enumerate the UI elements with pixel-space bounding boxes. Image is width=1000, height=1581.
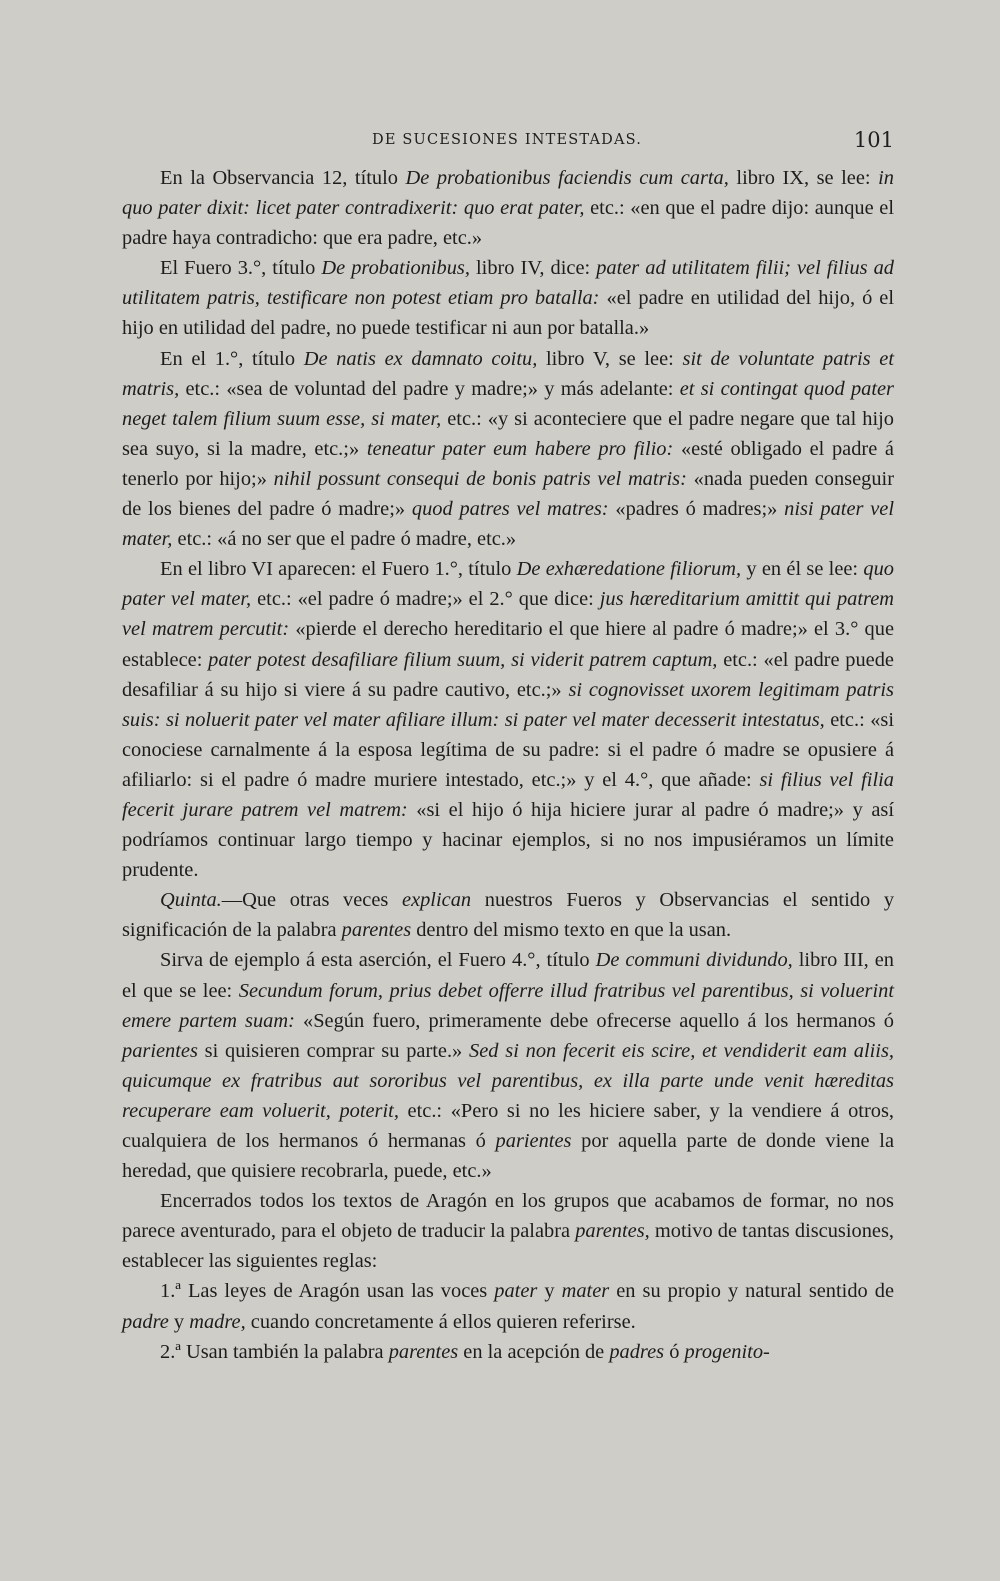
text-run: ó xyxy=(664,1340,685,1363)
italic-text: parentes, xyxy=(575,1220,650,1243)
paragraph xyxy=(122,885,894,945)
text-run: etc.: «el padre puede desafiliar á su hijo si viere á su padre cautivo, etc.;» xyxy=(122,648,894,701)
text-run: etc.: «Pero si no les hiciere saber, y la vendiere á otros, cualquiera de los hermanos ó hermanas ó xyxy=(122,1099,894,1152)
italic-text: padres xyxy=(609,1340,665,1363)
italic-text: De exhæredatione filiorum, xyxy=(516,558,742,581)
italic-text: De probationibus faciendis cum carta, xyxy=(405,167,729,189)
italic-text: quo pater vel mater, xyxy=(122,558,894,611)
text-run: En el 1.°, título xyxy=(160,347,304,370)
text-run: «pierde el derecho hereditario el que hiere al padre ó madre;» el 3.° que establece: xyxy=(122,618,894,671)
italic-text: Sed si non fecerit eis scire, et vendiderit eam aliis, quicumque ex fratribus aut sororibus vel parentibus, ex illa parte unde venit hæreditas recuperare eam voluerit, poterit, xyxy=(122,1039,894,1122)
text-run: motivo de tantas discusiones, establecer las siguientes reglas: xyxy=(122,1220,894,1273)
paragraph xyxy=(122,344,894,555)
page-number: 101 xyxy=(853,128,894,152)
italic-text: De communi dividundo, xyxy=(595,949,793,972)
italic-text: pater ad utilitatem filii; vel filius ad utilitatem patris, testificare non potest etiam pro batalla: xyxy=(122,257,894,310)
italic-text: jus hæreditarium amittit qui patrem vel matrem percutit: xyxy=(122,588,894,641)
text-run: por aquella parte de donde viene la heredad, que quisiere recobrarla, puede, etc.» xyxy=(122,1130,894,1183)
text-run: «nada pueden conseguir de los bienes del padre ó madre;» xyxy=(122,467,894,521)
text-run: «padres ó madres;» xyxy=(608,498,785,521)
text-run: etc.: «en que el padre dijo: aunque el padre haya contradicho: que era padre, etc.» xyxy=(122,197,894,250)
text-run: en la acepción de xyxy=(458,1340,610,1363)
italic-text: mater xyxy=(561,1280,610,1303)
italic-text: teneatur pater eum habere pro filio: xyxy=(366,437,674,460)
text-run: libro III, en el que se lee: xyxy=(122,949,894,1002)
text-run: etc.: «el padre ó madre;» el 2.° que dice: xyxy=(251,588,600,611)
italic-text: parentes xyxy=(341,919,412,942)
page-header xyxy=(122,128,894,156)
paragraph xyxy=(122,1186,894,1276)
paragraph xyxy=(122,253,894,343)
body-text xyxy=(122,163,894,1367)
paragraph xyxy=(122,163,894,253)
paragraph xyxy=(122,945,894,1186)
text-run: si quisieren comprar su parte.» xyxy=(197,1039,470,1062)
italic-text: progenito- xyxy=(684,1340,770,1363)
text-run: En la Observancia 12, título xyxy=(160,167,406,189)
italic-text: pater potest desafiliare filium suum, si viderit patrem captum, xyxy=(208,648,718,671)
text-run: —Que otras veces xyxy=(221,889,403,912)
italic-text: De natis ex damnato coitu, xyxy=(303,347,538,370)
text-run: y xyxy=(537,1280,562,1303)
text-run: nuestros Fueros y Observancias el sentido y significación de la palabra xyxy=(122,889,895,942)
italic-text: parientes xyxy=(122,1039,198,1062)
italic-text: quod patres vel matres: xyxy=(411,498,609,521)
italic-text: Secundum forum, prius debet offerre illud fratribus vel parentibus, si voluerint emere partem suam: xyxy=(122,979,894,1032)
italic-text: sit de voluntate patris et matris, xyxy=(122,347,894,400)
italic-text: parentes xyxy=(388,1340,459,1363)
text-run: etc.: «y si aconteciere que el padre negare que tal hijo sea suyo, si la madre, etc.;» xyxy=(122,407,894,460)
text-run: libro V, se lee: xyxy=(537,347,683,370)
text-run: En el libro VI aparecen: el Fuero 1.°, título xyxy=(160,558,517,581)
italic-text: Quinta. xyxy=(160,889,222,912)
text-run: libro IX, se lee: xyxy=(728,167,879,189)
italic-text: parientes xyxy=(495,1130,572,1152)
italic-text: pater xyxy=(494,1280,538,1303)
italic-text: explican xyxy=(402,889,472,912)
italic-text: in quo pater dixit: licet pater contradixerit: quo erat pater, xyxy=(122,167,894,220)
text-run: Encerrados todos los textos de Aragón en los grupos que acabamos de formar, no nos parece aventurado, para el objeto de traducir la palabra xyxy=(122,1190,894,1243)
running-title: DE SUCESIONES INTESTADAS. xyxy=(372,132,643,148)
text-run: «esté obligado el padre á tenerlo por hijo;» xyxy=(122,437,894,490)
italic-text: si cognovisset uxorem legitimam patris suis: si noluerit pater vel mater afiliare illum: si pater vel mater decesserit intestatus, xyxy=(122,678,894,731)
paragraph xyxy=(122,554,894,885)
text-run: dentro del mismo texto en que la usan. xyxy=(411,919,732,942)
italic-text: si filius vel filia fecerit jurare patrem vel matrem: xyxy=(122,768,894,821)
text-run: 1.ª Las leyes de Aragón usan las voces xyxy=(160,1280,495,1303)
italic-text: et si contingat quod pater neget talem filium suum esse, si mater, xyxy=(122,377,894,430)
italic-text: nisi pater vel mater, xyxy=(122,498,894,551)
text-run: Sirva de ejemplo á esta aserción, el Fuero 4.°, título xyxy=(160,949,596,972)
paragraph xyxy=(122,1337,894,1367)
text-run: «si el hijo ó hija hiciere jurar al padre ó madre;» y así podríamos continuar largo tiempo y hacinar ejemplos, si no nos impusiéramos un límite prudente. xyxy=(122,798,894,882)
text-run: cuando concretamente á ellos quieren referirse. xyxy=(245,1310,636,1333)
italic-text: nihil possunt consequi de bonis patris vel matris: xyxy=(273,467,687,490)
text-run: y xyxy=(168,1310,190,1333)
text-run: 2.ª Usan también la palabra xyxy=(160,1340,389,1363)
text-run: «el padre en utilidad del hijo, ó el hijo en utilidad del padre, no puede testificar ni aun por batalla.» xyxy=(122,287,894,340)
text-run: en su propio y natural sentido de xyxy=(609,1280,895,1303)
italic-text: padre xyxy=(122,1310,169,1333)
text-run: El Fuero 3.°, título xyxy=(160,257,322,280)
text-run: «Según fuero, primeramente debe ofrecerse aquello á los hermanos ó xyxy=(294,1009,894,1032)
paragraph xyxy=(122,1276,894,1336)
text-run: etc.: «á no ser que el padre ó madre, etc.» xyxy=(172,528,517,551)
italic-text: De probationibus, xyxy=(321,257,470,280)
text-run: y en él se lee: xyxy=(741,558,864,581)
text-run: libro IV, dice: xyxy=(469,257,597,280)
text-run: etc.: «si conociese carnalmente á la esposa legítima de su padre: si el padre ó madre se opusiere á afiliarlo: si el padre ó madre muriere intestado, etc.;» y el 4.°, que añade: xyxy=(122,708,894,791)
italic-text: madre, xyxy=(189,1310,246,1333)
text-run: etc.: «sea de voluntad del padre y madre;» y más adelante: xyxy=(179,377,680,400)
